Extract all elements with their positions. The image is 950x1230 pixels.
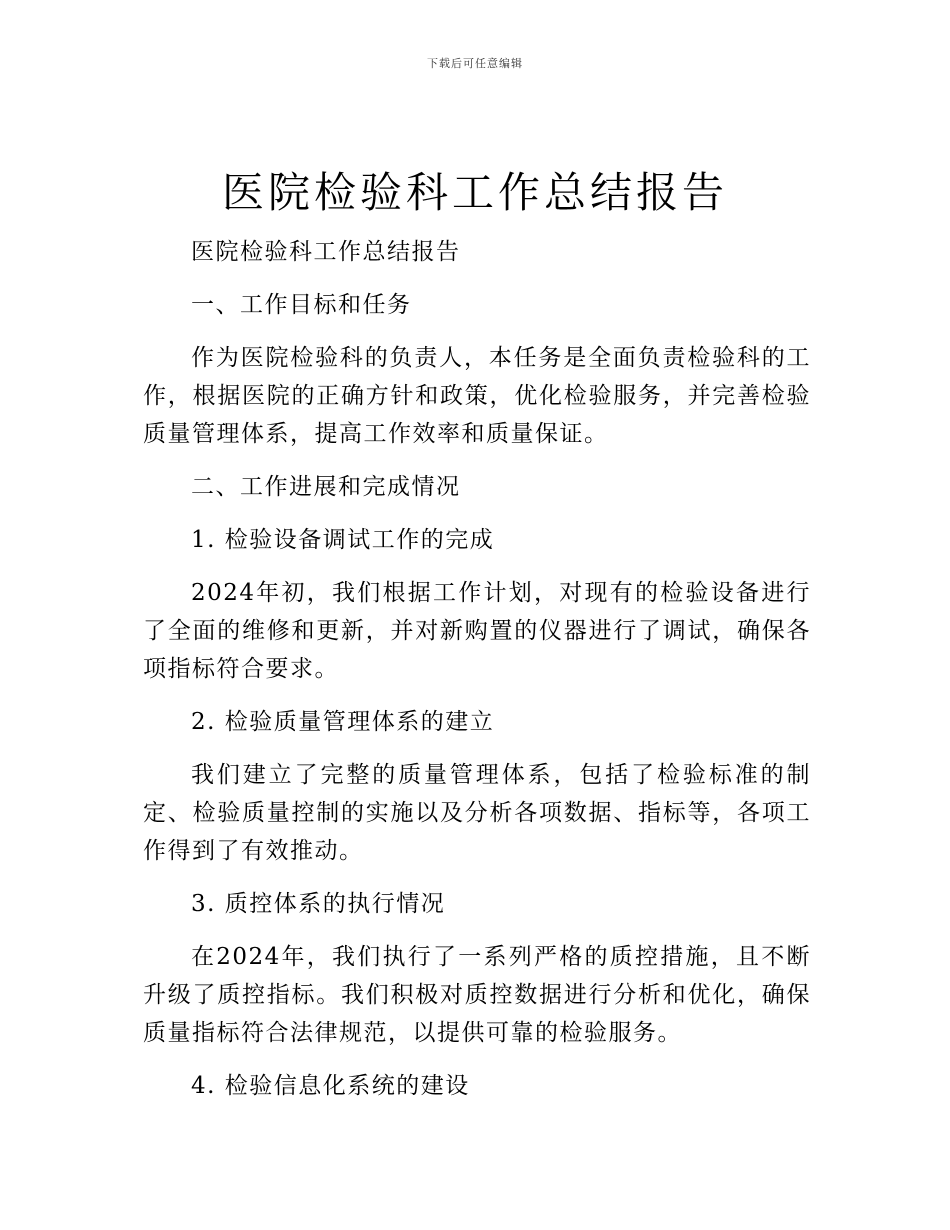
- paragraph-quality-system: 我们建立了完整的质量管理体系，包括了检验标准的制定、检验质量控制的实施以及分析各项数据、指标等，各项工作得到了有效推动。: [143, 762, 811, 864]
- subheading-equipment: 1. 检验设备调试工作的完成: [191, 527, 495, 553]
- paragraph-subtitle: 医院检验科工作总结报告: [191, 239, 461, 265]
- paragraph-equipment: 2024年初，我们根据工作计划，对现有的检验设备进行了全面的维修和更新，并对新购置的仪器进行了调试，确保各项指标符合要求。: [143, 580, 811, 682]
- document-body: [143, 233, 811, 1120]
- paragraph-goals: 作为医院检验科的负责人，本任务是全面负责检验科的工作，根据医院的正确方针和政策，优化检验服务，并完善检验质量管理体系，提高工作效率和质量保证。: [143, 345, 811, 447]
- subheading-information-system: 4. 检验信息化系统的建设: [191, 1073, 470, 1099]
- paragraph-qc-execution: 在2024年，我们执行了一系列严格的质控措施，且不断升级了质控指标。我们积极对质控数据进行分析和优化，确保质量指标符合法律规范，以提供可靠的检验服务。: [143, 944, 811, 1046]
- subheading-qc-execution: 3. 质控体系的执行情况: [191, 891, 446, 917]
- subheading-quality-system: 2. 检验质量管理体系的建立: [191, 709, 495, 735]
- section-heading-progress: 二、工作进展和完成情况: [191, 474, 461, 500]
- document-title: 医院检验科工作总结报告: [221, 168, 728, 217]
- section-heading-goals: 一、工作目标和任务: [191, 292, 412, 318]
- page-header-note: 下载后可任意编辑: [427, 57, 523, 70]
